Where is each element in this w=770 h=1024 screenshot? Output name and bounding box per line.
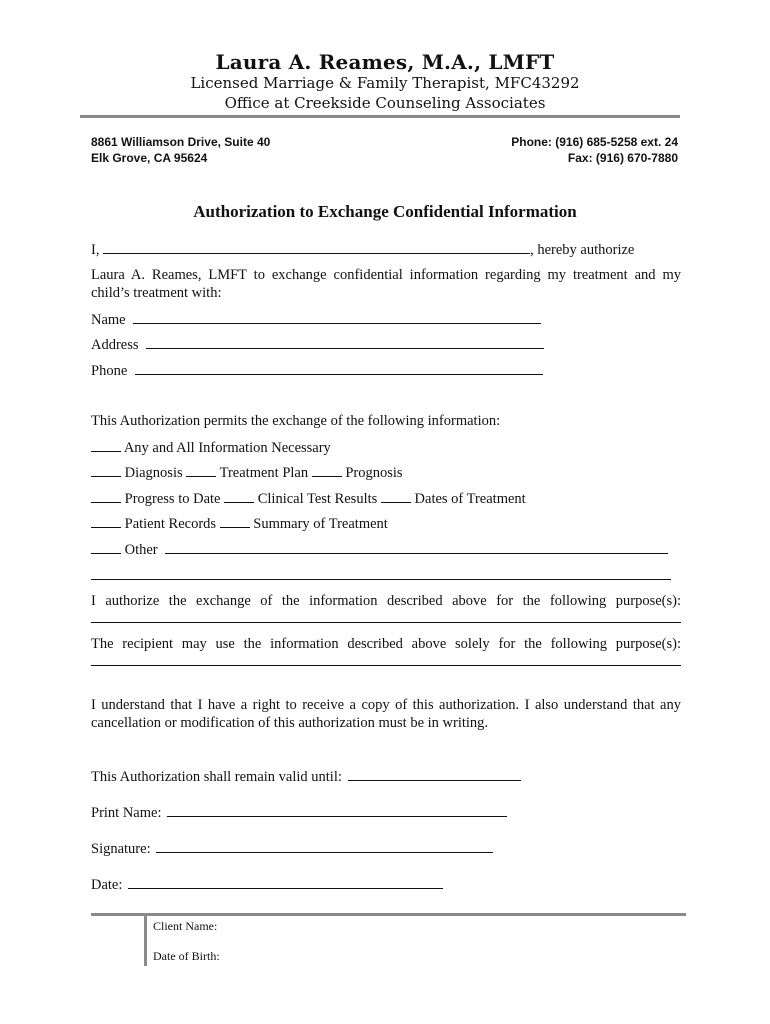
summary-label: Summary of Treatment xyxy=(253,516,388,532)
permits-text: This Authorization permits the exchange of the following information: xyxy=(91,413,501,429)
any-all-checkbox[interactable] xyxy=(91,438,121,452)
address-block xyxy=(91,134,270,166)
date-label: Date: xyxy=(91,877,123,893)
other-continued-field[interactable] xyxy=(91,579,671,580)
rights-paragraph: I understand that I have a right to receive a copy of this authorization. I also understand that any cancellation or modification of this authorization must be in writing. xyxy=(91,697,681,731)
footer-divider xyxy=(91,913,686,916)
other-label: Other xyxy=(124,542,158,558)
clinical-tests-checkbox[interactable] xyxy=(224,489,254,503)
patient-records-label: Patient Records xyxy=(124,516,217,532)
diagnosis-checkbox[interactable] xyxy=(91,463,121,477)
recipient-address-field[interactable] xyxy=(146,335,544,349)
intro-paragraph: Laura A. Reames, LMFT to exchange confidential information regarding my treatment and my child’s treatment with: xyxy=(91,267,681,301)
office-line: Office at Creekside Counseling Associates xyxy=(224,94,546,112)
authorize-purpose-text: I authorize the exchange of the information described above for the following purpose(s): xyxy=(91,593,681,609)
recipient-phone-row xyxy=(91,361,543,380)
option-row-3 xyxy=(91,489,526,508)
address-label: Address xyxy=(91,337,139,353)
dates-treatment-label: Dates of Treatment xyxy=(414,491,526,507)
treatment-plan-label: Treatment Plan xyxy=(219,465,309,481)
date-field[interactable] xyxy=(128,875,443,889)
diagnosis-label: Diagnosis xyxy=(124,465,183,481)
signature-label: Signature: xyxy=(91,841,151,857)
recipient-purpose-text: The recipient may use the information described above solely for the following purpose(s): xyxy=(91,636,681,652)
name-label: Name xyxy=(91,312,126,328)
header-divider xyxy=(80,115,680,118)
prognosis-label: Prognosis xyxy=(345,465,403,481)
valid-until-row xyxy=(91,767,521,786)
option-row-1 xyxy=(91,438,331,457)
print-name-field[interactable] xyxy=(167,803,507,817)
recipient-address-row xyxy=(91,335,544,354)
progress-label: Progress to Date xyxy=(124,491,221,507)
signature-field[interactable] xyxy=(156,839,493,853)
prognosis-checkbox[interactable] xyxy=(312,463,342,477)
other-checkbox[interactable] xyxy=(91,540,121,554)
license-line: Licensed Marriage & Family Therapist, MFC43292 xyxy=(190,74,580,92)
address-line-2: Elk Grove, CA 95624 xyxy=(91,151,208,165)
option-row-4 xyxy=(91,514,388,533)
phone-number: Phone: (916) 685-5258 ext. 24 xyxy=(511,135,678,149)
form-title: Authorization to Exchange Confidential Information xyxy=(193,202,577,221)
footer-vertical-divider xyxy=(144,916,147,966)
dates-treatment-checkbox[interactable] xyxy=(381,489,411,503)
any-all-label: Any and All Information Necessary xyxy=(123,440,331,456)
option-row-2 xyxy=(91,463,403,482)
progress-checkbox[interactable] xyxy=(91,489,121,503)
i-prefix: I, xyxy=(91,242,100,258)
phone-fax-block xyxy=(511,134,678,166)
valid-until-field[interactable] xyxy=(348,767,521,781)
recipient-purpose-field[interactable] xyxy=(91,665,681,666)
client-name-label[interactable]: Client Name: xyxy=(153,919,218,933)
recipient-phone-field[interactable] xyxy=(135,361,543,375)
therapist-name: Laura A. Reames, M.A., LMFT xyxy=(215,50,555,74)
print-name-row xyxy=(91,803,507,822)
fax-number: Fax: (916) 670-7880 xyxy=(567,151,678,165)
valid-until-label: This Authorization shall remain valid until: xyxy=(91,769,342,785)
address-line-1: 8861 Williamson Drive, Suite 40 xyxy=(91,135,271,149)
clinical-tests-label: Clinical Test Results xyxy=(257,491,378,507)
summary-checkbox[interactable] xyxy=(220,514,250,528)
other-specify-field[interactable] xyxy=(165,540,668,554)
authorizer-line xyxy=(91,240,634,259)
authorizer-name-field[interactable] xyxy=(103,240,530,254)
phone-label: Phone xyxy=(91,363,128,379)
treatment-plan-checkbox[interactable] xyxy=(186,463,216,477)
i-suffix: , hereby authorize xyxy=(530,242,635,258)
authorize-purpose-field[interactable] xyxy=(91,622,681,623)
print-name-label: Print Name: xyxy=(91,805,162,821)
recipient-name-field[interactable] xyxy=(133,310,541,324)
dob-label[interactable]: Date of Birth: xyxy=(153,949,220,963)
patient-records-checkbox[interactable] xyxy=(91,514,121,528)
signature-row xyxy=(91,839,493,858)
option-row-5 xyxy=(91,540,668,559)
recipient-name-row xyxy=(91,310,541,329)
date-row xyxy=(91,875,443,894)
